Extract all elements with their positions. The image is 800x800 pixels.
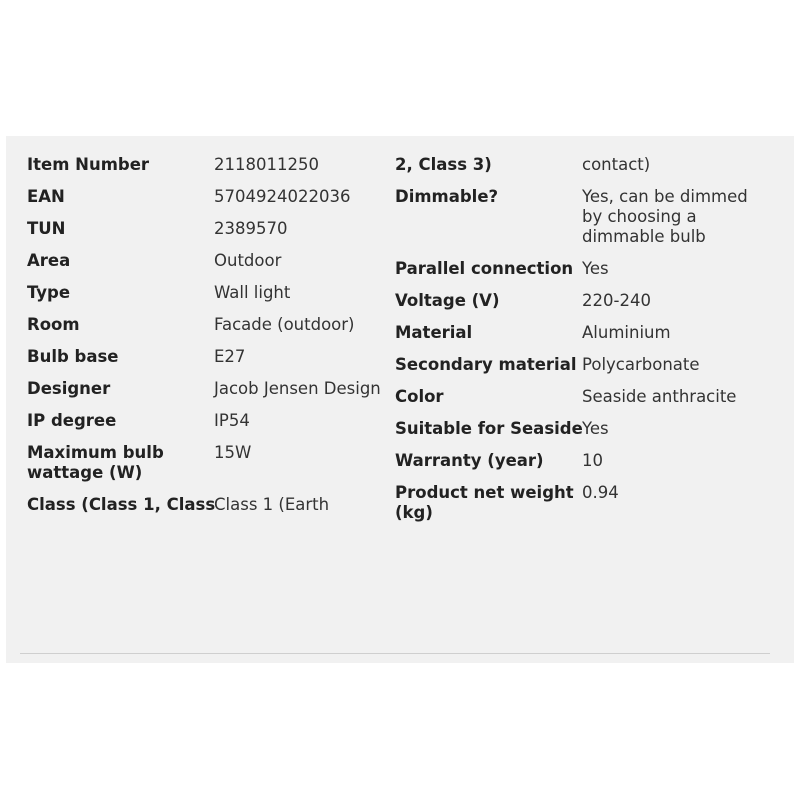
spec-value: Facade (outdoor)	[214, 315, 355, 334]
spec-value: Polycarbonate	[582, 355, 700, 374]
spec-row-ip-degree	[27, 411, 382, 431]
spec-value: 15W	[214, 443, 252, 462]
spec-row-max-bulb-wattage	[27, 443, 382, 483]
spec-value: contact)	[582, 155, 651, 174]
spec-label: TUN	[27, 219, 66, 238]
spec-row-voltage	[395, 291, 752, 311]
spec-label: Dimmable?	[395, 187, 499, 206]
spec-row-class	[27, 495, 382, 515]
spec-label: Secondary material	[395, 355, 577, 374]
spec-row-room	[27, 315, 382, 335]
spec-value: Yes, can be dimmed by choosing a dimmable bulb	[582, 187, 748, 246]
spec-label: Color	[395, 387, 444, 406]
spec-value: Wall light	[214, 283, 291, 302]
spec-label: Maximum bulb wattage (W)	[27, 443, 164, 482]
spec-value: IP54	[214, 411, 250, 430]
spec-value: Jacob Jensen Design	[214, 379, 381, 398]
divider-line	[20, 653, 770, 654]
spec-row-bulb-base	[27, 347, 382, 367]
spec-row-tun	[27, 219, 382, 239]
spec-row-designer	[27, 379, 382, 399]
spec-label: Item Number	[27, 155, 150, 174]
spec-label: Warranty (year)	[395, 451, 544, 470]
spec-label: Material	[395, 323, 473, 342]
spec-value: Class 1 (Earth	[214, 495, 330, 514]
spec-label: Parallel connection	[395, 259, 574, 278]
spec-value: Seaside anthracite	[582, 387, 737, 406]
spec-row-secondary-material	[395, 355, 752, 375]
spec-label: Class (Class 1, Class	[27, 495, 216, 514]
spec-label: Room	[27, 315, 80, 334]
spec-value: Outdoor	[214, 251, 282, 270]
spec-label: EAN	[27, 187, 65, 206]
spec-label: Designer	[27, 379, 111, 398]
spec-row-area	[27, 251, 382, 271]
spec-value: 220-240	[582, 291, 651, 310]
spec-row-net-weight	[395, 483, 752, 523]
spec-value: Yes	[582, 419, 609, 438]
spec-value: Yes	[582, 259, 609, 278]
spec-row-dimmable	[395, 187, 752, 247]
spec-row-warranty	[395, 451, 752, 471]
spec-value: 2118011250	[214, 155, 319, 174]
spec-value: 2389570	[214, 219, 288, 238]
spec-row-ean	[27, 187, 382, 207]
spec-label: IP degree	[27, 411, 117, 430]
spec-row-color	[395, 387, 752, 407]
spec-label: Voltage (V)	[395, 291, 500, 310]
spec-label: Area	[27, 251, 71, 270]
specs-column-right	[395, 155, 752, 535]
spec-row-item-number	[27, 155, 382, 175]
specs-column-left	[27, 155, 382, 527]
spec-label: Suitable for Seaside	[395, 419, 583, 438]
spec-row-suitable-for-seaside	[395, 419, 752, 439]
spec-value: 0.94	[582, 483, 619, 502]
spec-label: Product net weight (kg)	[395, 483, 574, 522]
spec-label: Type	[27, 283, 71, 302]
spec-row-type	[27, 283, 382, 303]
spec-label: 2, Class 3)	[395, 155, 492, 174]
spec-row-class-continued	[395, 155, 752, 175]
spec-value: 10	[582, 451, 603, 470]
spec-value: Aluminium	[582, 323, 671, 342]
spec-value: 5704924022036	[214, 187, 351, 206]
spec-label: Bulb base	[27, 347, 119, 366]
spec-value: E27	[214, 347, 246, 366]
spec-row-material	[395, 323, 752, 343]
spec-row-parallel-connection	[395, 259, 752, 279]
